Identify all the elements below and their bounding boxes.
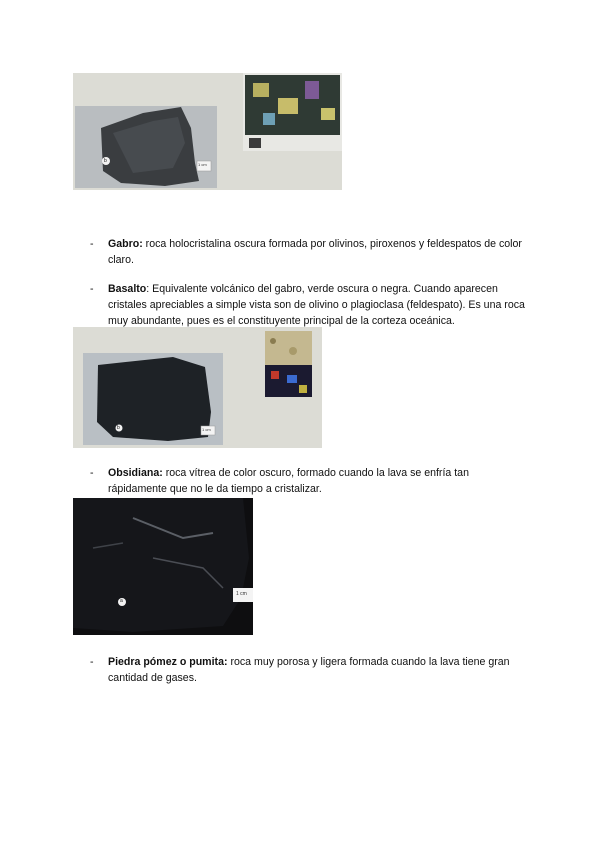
bullet-dash: - (90, 656, 94, 668)
bullet-gabro (90, 236, 530, 268)
bullet-dash: - (90, 238, 94, 250)
gabro-scale-label: 1 cm (198, 162, 207, 167)
desc-basalto: : Equivalente volcánico del gabro, verde oscura o negra. Cuando aparecen cristales apreciables a simple vista son de olivino o plagioclasa (feldespato). Es una roca muy abundante, pues es el constituyente principal de la corteza oceánica. (108, 283, 525, 327)
term-basalto: Basalto (108, 283, 147, 295)
bullet-piedra-pomez (90, 654, 530, 686)
term-gabro: Gabro: (108, 238, 143, 250)
obsidiana-scale-label: 1 cm (236, 591, 247, 597)
bullet-dash: - (90, 467, 94, 479)
desc-obsidiana: roca vítrea de color oscuro, formado cuando la lava se enfría tan rápidamente que no le da tiempo a cristalizar. (108, 467, 469, 495)
term-piedra-pomez: Piedra pómez o pumita: (108, 656, 228, 668)
basalto-figure (73, 327, 322, 448)
basalto-scale-label: 1 cm (202, 427, 211, 432)
desc-gabro: roca holocristalina oscura formada por olivinos, piroxenos y feldespatos de color claro. (108, 238, 522, 266)
desc-piedra-pomez: roca muy porosa y ligera formada cuando la lava tiene gran cantidad de gases. (108, 656, 510, 684)
obsidiana-badge: a (120, 598, 123, 604)
obsidiana-figure (73, 498, 253, 635)
basalto-badge: b (117, 425, 120, 431)
bullet-dash: - (90, 283, 94, 295)
bullet-basalto (90, 281, 530, 329)
bullet-obsidiana (90, 465, 530, 497)
gabro-figure (73, 73, 342, 190)
gabro-badge: b (104, 158, 107, 164)
term-obsidiana: Obsidiana: (108, 467, 163, 479)
